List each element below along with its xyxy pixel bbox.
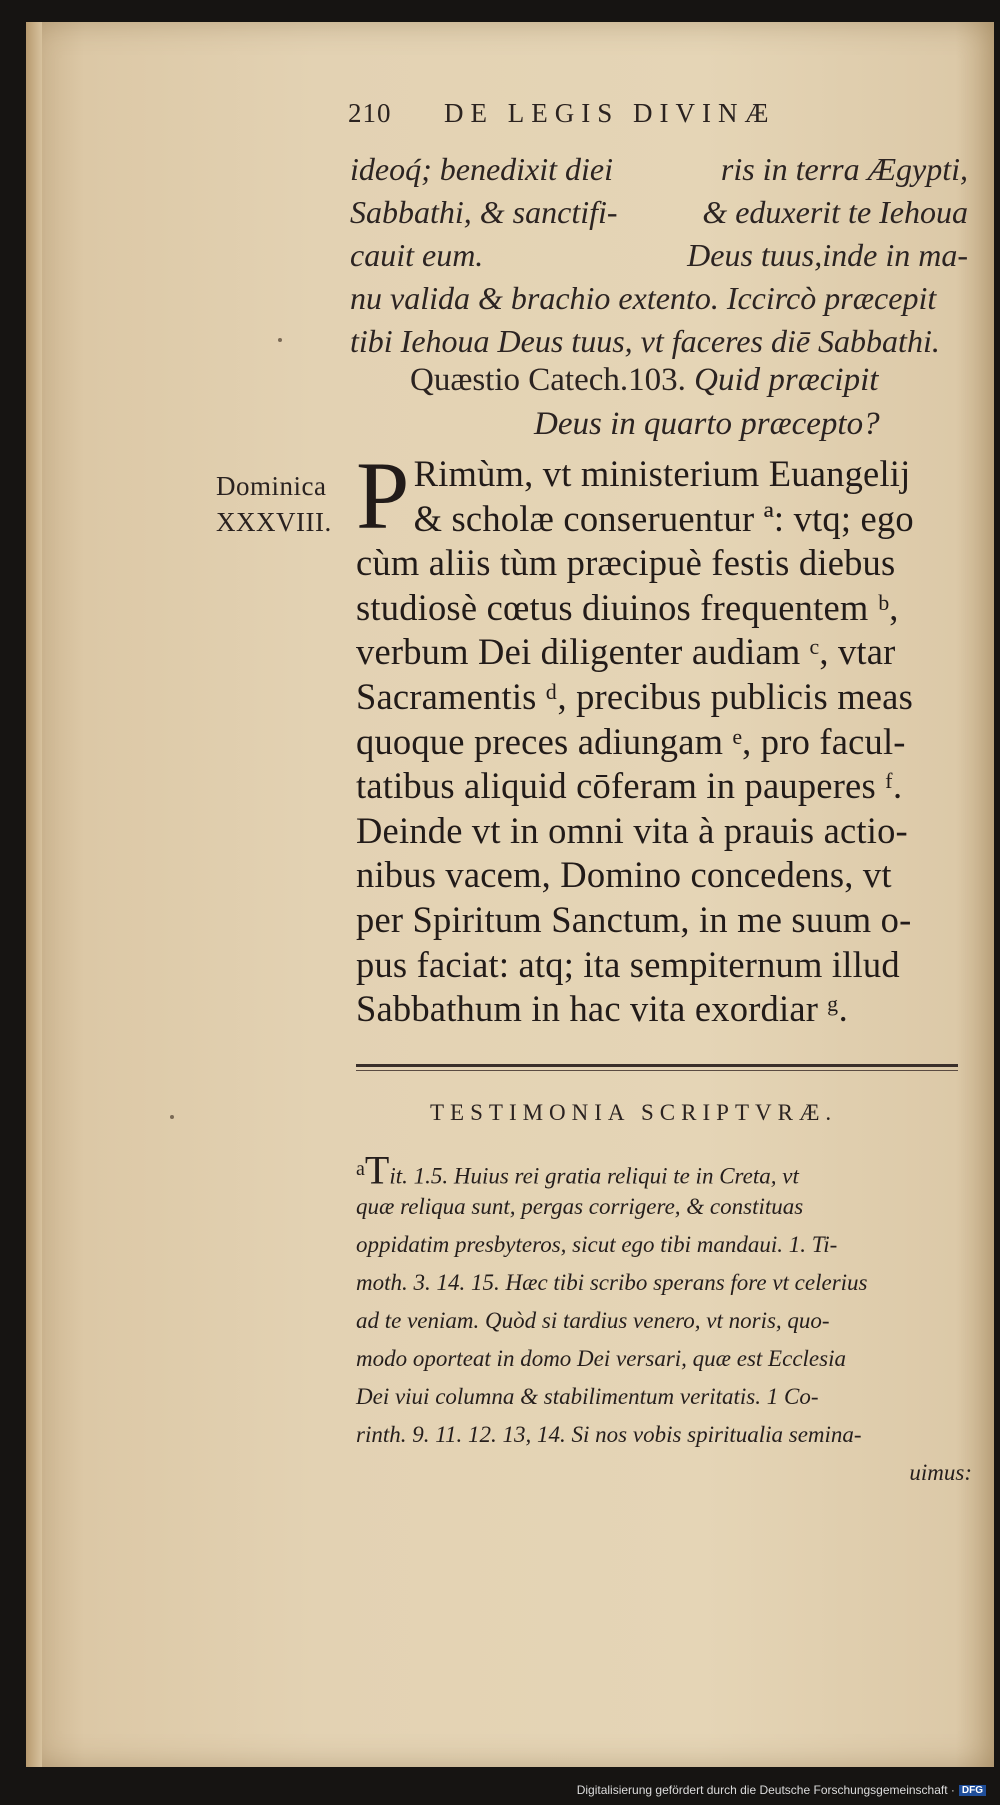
dfg-logo-icon: DFG: [959, 1785, 986, 1796]
commandment-row: [350, 148, 970, 191]
commandment-full-line: nu valida & brachio extento. Iccircò præcepit: [350, 280, 937, 316]
page-gutter-edge: [26, 22, 42, 1767]
answer-line: Sacramentis ᵈ, precibus publicis meas: [356, 675, 913, 717]
commandment-text: [350, 148, 970, 363]
commandment-line: [350, 277, 970, 320]
commandment-row: [350, 191, 970, 234]
scripture-catchword: uimus:: [909, 1460, 972, 1485]
scripture-line: modo oporteat in domo Dei versari, quæ est Ecclesia: [356, 1346, 846, 1371]
answer-line: nibus vacem, Domino concedens, vt: [356, 854, 892, 896]
commandment-left-text: Sabbathi, & sanctifi-: [350, 194, 618, 230]
answer-line: cùm aliis tùm præcipuè festis diebus: [356, 542, 896, 584]
scripture-line: quæ reliqua sunt, pergas corrigere, & constituas: [356, 1194, 804, 1219]
scripture-line: Dei viui columna & stabilimentum veritatis. 1 Co-: [356, 1384, 819, 1409]
answer-line: Deinde vt in omni vita à prauis actio-: [356, 809, 908, 851]
answer-line: & scholæ conseruentur ª: vtq; ego: [413, 497, 914, 539]
margin-note: [216, 468, 356, 540]
footnote-mark: a: [356, 1158, 365, 1180]
question-label: Quæstio Catech.103.: [410, 362, 686, 398]
question-text-line1: Quid præcipit: [694, 362, 879, 398]
commandment-row: [350, 234, 970, 277]
scripture-testimonies: [356, 1147, 972, 1492]
commandment-left-text: ideoq́; benedixit diei: [350, 151, 614, 187]
commandment-right-text: Deus tuus,inde in ma-: [687, 237, 968, 273]
margin-note-line2: XXXVIII.: [216, 507, 332, 537]
running-title: DE LEGIS DIVINÆ: [444, 98, 776, 128]
question-text-line2: Deus in quarto præcepto?: [534, 406, 880, 442]
catechism-question: [410, 358, 970, 446]
credit-text: Digitalisierung gefördert durch die Deutsche Forschungsgemeinschaft ·: [576, 1783, 955, 1797]
answer-line: Sabbathum in hac vita exordiar ᵍ.: [356, 988, 848, 1030]
answer-line: studiosè cœtus diuinos frequentem ᵇ,: [356, 586, 899, 628]
running-head: [348, 98, 968, 129]
commandment-right-text: & eduxerit te Iehoua: [702, 194, 968, 230]
drop-cap: P: [356, 442, 410, 549]
answer-text: [356, 442, 972, 1032]
commandment-full-line: tibi Iehoua Deus tuus, vt faceres diē Sabbathi.: [350, 323, 940, 359]
scripture-line: ad te veniam. Quòd si tardius venero, vt noris, quo-: [356, 1308, 830, 1333]
section-rule-thin: [356, 1070, 958, 1071]
answer-line: verbum Dei diligenter audiam ᶜ, vtar: [356, 631, 896, 673]
answer-line: quoque preces adiungam ᵉ, pro facul-: [356, 720, 906, 762]
scripture-line: oppidatim presbyteros, sicut ego tibi mandaui. 1. Ti-: [356, 1232, 838, 1257]
answer-line: per Spiritum Sanctum, in me suum o-: [356, 898, 912, 940]
answer-line: tatibus aliquid cōferam in pauperes ᶠ.: [356, 765, 903, 807]
digitization-credit: [577, 1783, 986, 1797]
testimonia-heading: TESTIMONIA SCRIPTVRÆ.: [430, 1100, 838, 1125]
page-number: 210: [348, 98, 392, 128]
scripture-text: it. 1.5. Huius rei gratia reliqui te in Creta, vt: [389, 1163, 799, 1189]
scripture-line: [356, 1147, 972, 1193]
commandment-line: [350, 320, 970, 363]
commandment-left-text: cauit eum.: [350, 237, 484, 273]
paper-speck: [278, 338, 282, 342]
margin-note-line1: Dominica: [216, 471, 327, 501]
paper-speck: [170, 1115, 174, 1119]
section-rule: [356, 1064, 958, 1067]
scripture-line: moth. 3. 14. 15. Hæc tibi scribo sperans fore vt celerius: [356, 1270, 868, 1295]
scripture-line: rinth. 9. 11. 12. 13, 14. Si nos vobis spiritualia semina-: [356, 1422, 862, 1447]
commandment-right-text: ris in terra Ægypti,: [720, 151, 968, 187]
scripture-initial: T: [364, 1147, 390, 1193]
answer-line: pus faciat: atq; ita sempiternum illud: [356, 943, 900, 985]
answer-line: Rimùm, vt ministerium Euangelij: [413, 453, 911, 494]
